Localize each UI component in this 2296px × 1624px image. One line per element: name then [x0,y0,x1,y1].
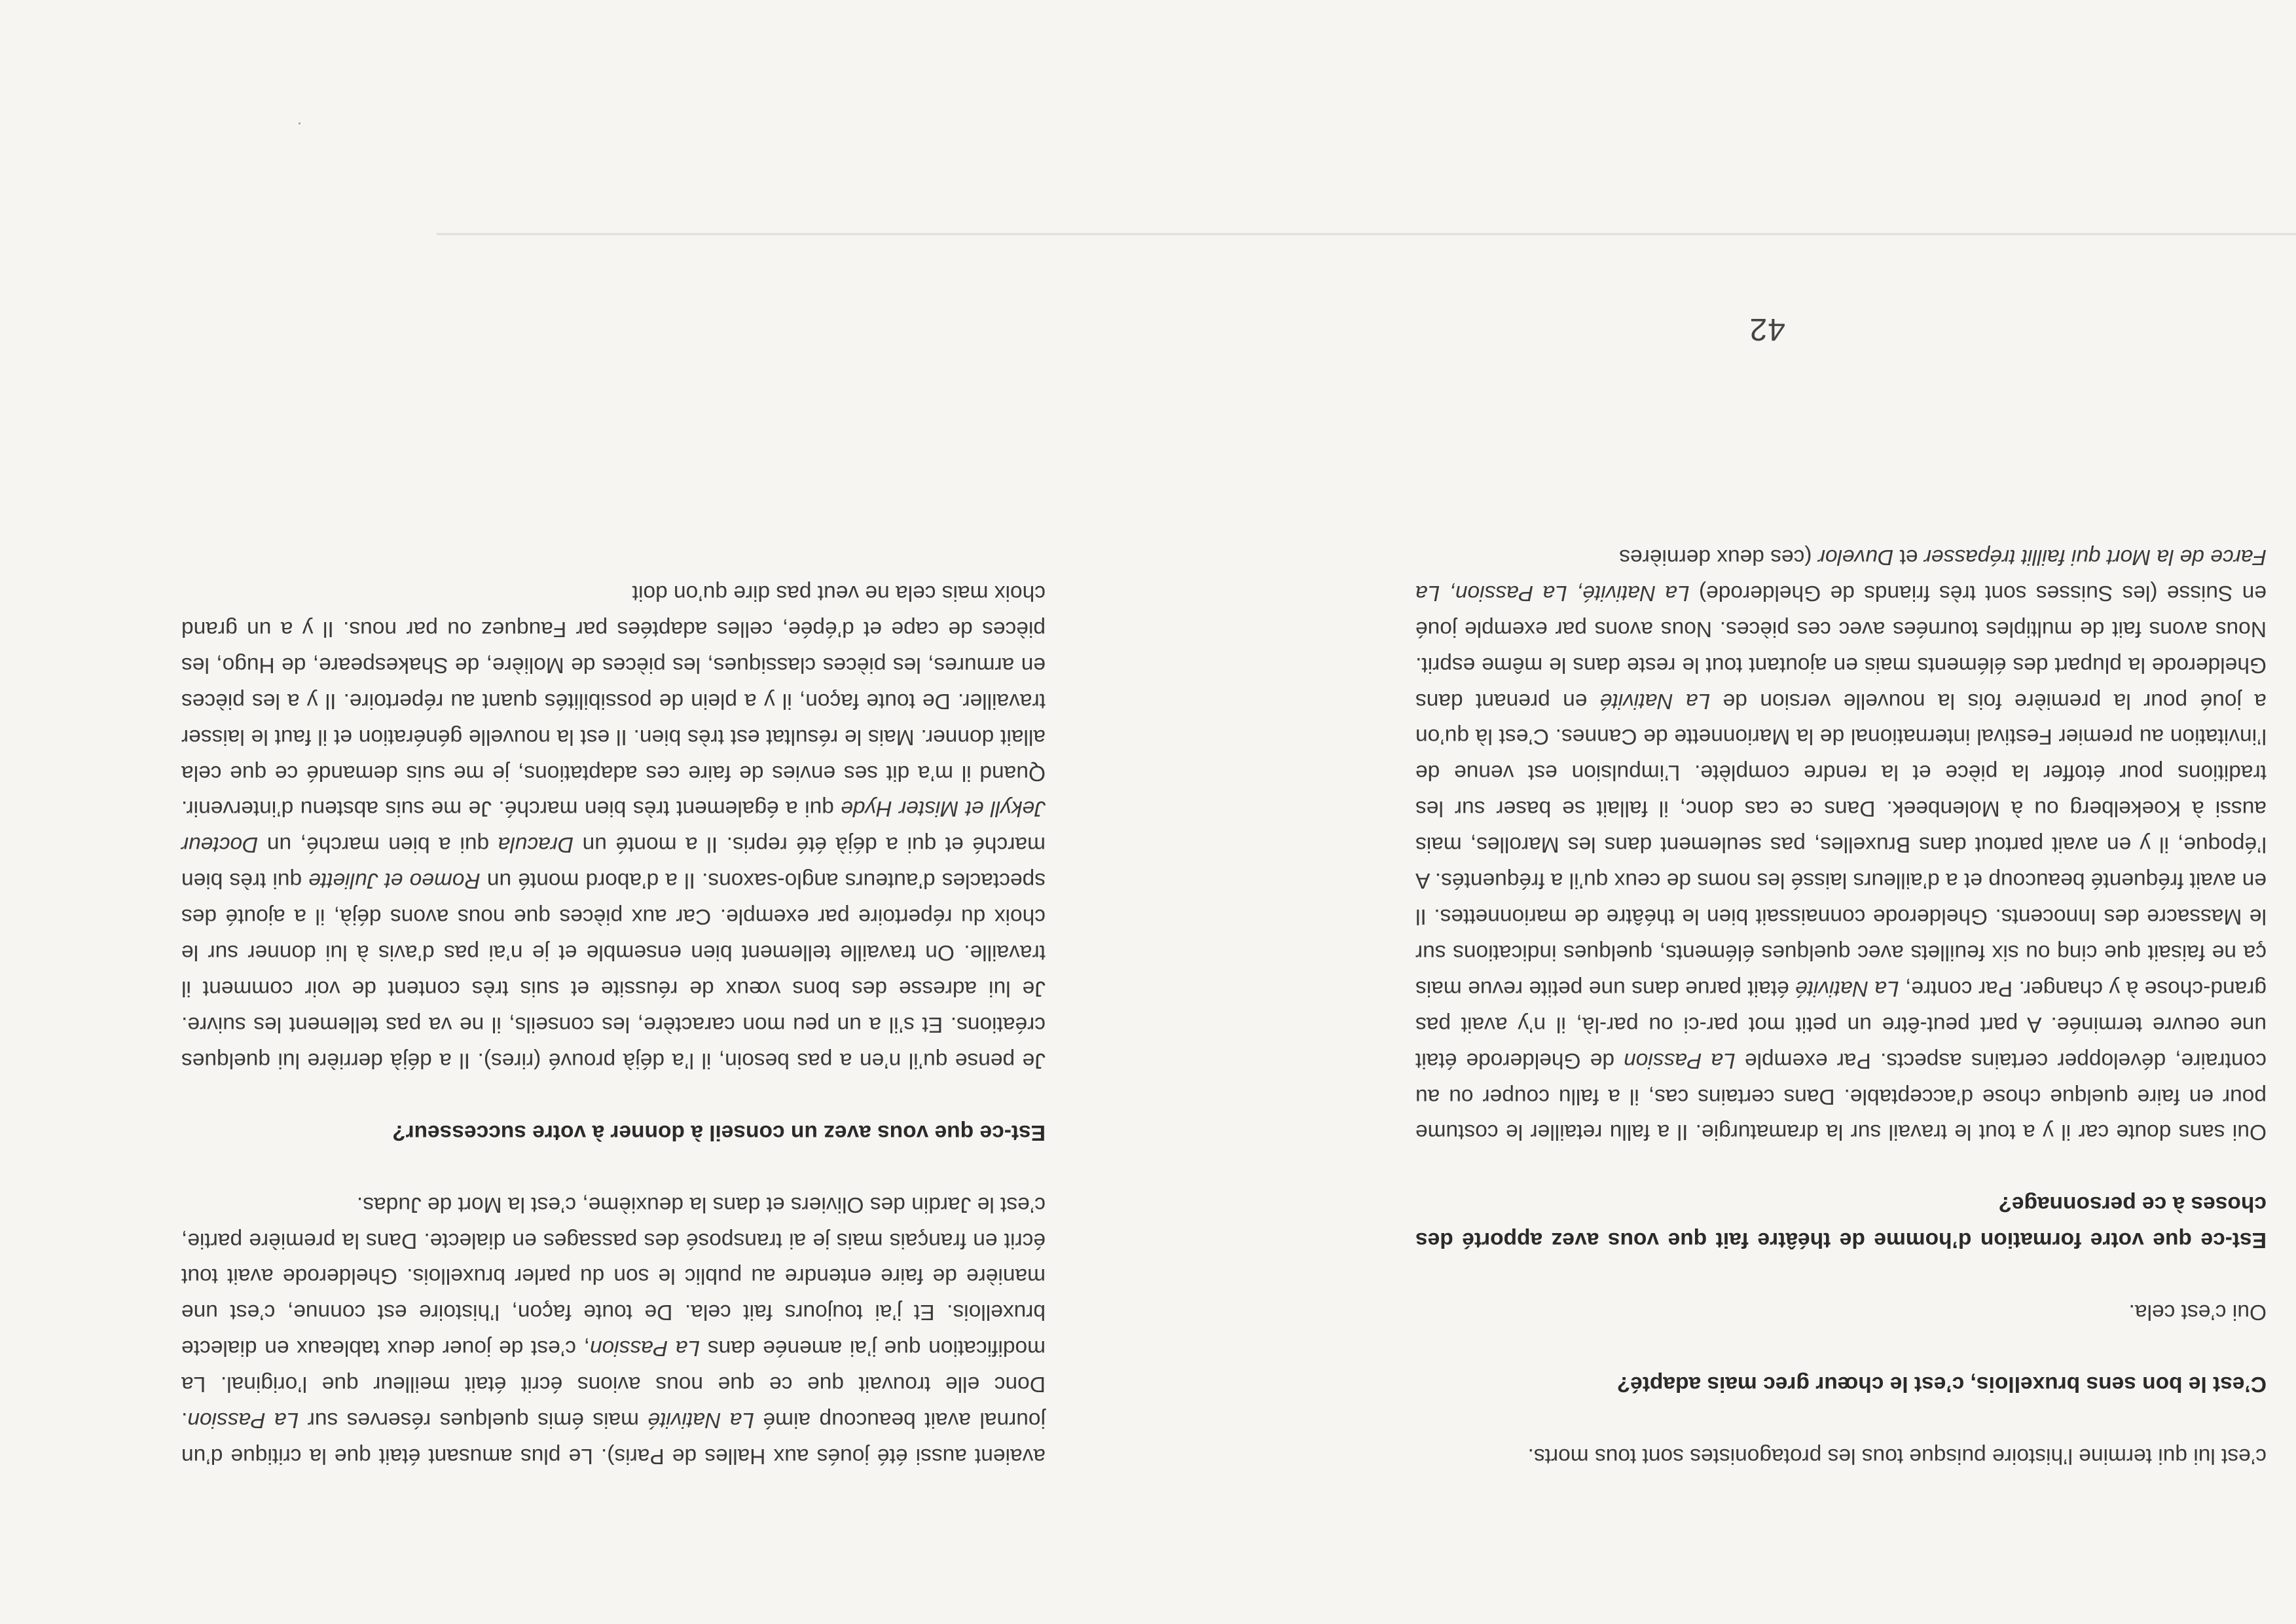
left-column [1415,538,2267,1473]
work-title: Docteur Jekyll et Mister Hyde [181,796,1046,857]
interview-question: Est-ce que votre formation d’homme de théâtre fait que vous avez apporté des choses à ce personnage? [1415,1192,2267,1253]
work-title: La Nativité [1599,688,1711,713]
answer-paragraph: Je pense qu’il n’en a pas besoin, il l’a déjà prouvé (rires). Il a déjà derrière lui quelques créations. Et s’il a un peu mon caractère, les conseils, il ne va pas tellement les suivre. Je lui adresse des bons vœux de réussite et suis très content de voir comment il travaille. On travaille tellement bien ensemble et je n’ai pas d’avis à lui donner sur le choix du répertoire par exemple. Car aux pièces que nous avons déjà, il a ajouté des spectacles d’auteurs anglo-saxons. Il a d’abord monté un Romeo et Juliette qui très bien marché et qui a déjà été repris. Il a monté un Dracula qui a bien marché, un Docteur Jekyll et Mister Hyde qui a également très bien marché. Je me suis abstenu d’intervenir. Quand il m’a dit ses envies de faire ces adaptations, je me suis demandé ce que cela allait donner. Mais le résultat est très bien. Il est la nouvelle génération et il faut le laisser travailler. De toute façon, il y a plein de possibilités quant au répertoire. Il y a les pièces en armures, les pièces classiques, les pièces de Molière, de Shakespeare, de Hugo, les pièces de cape et d’épée, celles adaptées par Fauquez ou par nous. Il y a un grand choix mais cela ne veut pas dire qu’on doit [181,581,1046,1073]
paragraph: Oui c’est cela. [2128,1300,2267,1325]
answer-paragraph: avaient aussi été joués aux Halles de Paris). Le plus amusant était que la critique d’un journal avait beaucoup aimé La Nativité mais émis quelques réserves sur La Passion. Donc elle trouvait que ce que nous avions écrit était meilleur que l’original. La modification que j’ai amenée dans La Passion, c’est de jouer deux tableaux en dialecte bruxellois. Et j’ai toujours fait cela. De toute façon, l’histoire est connue, c’est une manière de faire entendre au public le son du parler bruxellois. Ghelderode avait tout écrit en français mais je ai transposé des passages en dialecte. Dans la première partie, c’est le Jardin des Oliviers et dans la deuxième, c’est la Mort de Judas. [181,1192,1046,1468]
work-title: Duvelor [1817,544,1894,569]
interview-question: Est-ce que vous avez un conseil à donner à votre successeur? [392,1120,1046,1145]
interview-question: C’est le bon sens bruxellois, c’est le chœur grec mais adapté? [1616,1372,2267,1397]
paragraph: c’est lui qui termine l’histoire puisque tous les protagonistes sont tous morts. [1527,1444,2267,1468]
work-title: La Passion [187,1408,299,1433]
work-title: La Passion [1624,1048,1736,1073]
work-title: La Nativité [647,1408,754,1433]
work-title: La Nativité, La Passion, La Farce de la Mort qui faillit trépasser [1415,544,2267,605]
work-title: Dracula [498,832,574,857]
work-title: La Passion [589,1336,701,1361]
fold-line [437,232,2296,236]
right-column [181,574,1046,1473]
work-title: La Nativité [1795,976,1899,1001]
answer-paragraph: Oui sans doute car il y a tout le travail sur la dramaturgie. Il a fallu retailler le costume pour en faire quelque chose d’acceptable. Dans certains cas, il a fallu couper ou au contraire, développer certains aspects. Par exemple La Passion de Ghelderode était une oeuvre terminée. A part peut-être un petit mot par-ci ou par-là, il n’y avait pas grand-chose à y changer. Par contre, La Nativité était parue dans une petite revue mais ça ne faisait que cinq ou six feuillets avec quelques éléments, quelques indications sur le Massacre des Innocents. Ghelderode connaissait bien le théâtre de marionnettes. Il en avait fréquenté beaucoup et a d’ailleurs laissé les noms de ceux qu’il a fréquentés. A l’époque, il y en avait partout dans Bruxelles, pas seulement dans les Marolles, mais aussi à Koekelberg ou à Molenbeek. Dans ce cas donc, il fallait se baser sur les traditions pour étoffer la pièce et la rendre complète. L’impulsion est venue de l’invitation au premier Festival international de la Marionnette de Cannes. C’est là qu’on a joué pour la première fois la nouvelle version de La Nativité en prenant dans Ghelderode la plupart des éléments mais en ajoutant tout le reste dans le même esprit. Nous avons fait de multiples tournées avec ces pièces. Nous avons par exemple joué en Suisse (les Suisses sont très friands de Ghelderode) La Nativité, La Passion, La Farce de la Mort qui faillit trépasser et Duvelor (ces deux dernières [1415,544,2267,1145]
page-number: 42 [1749,312,1785,346]
work-title: Romeo et Juliette [308,868,481,893]
dust-speck [299,122,301,124]
